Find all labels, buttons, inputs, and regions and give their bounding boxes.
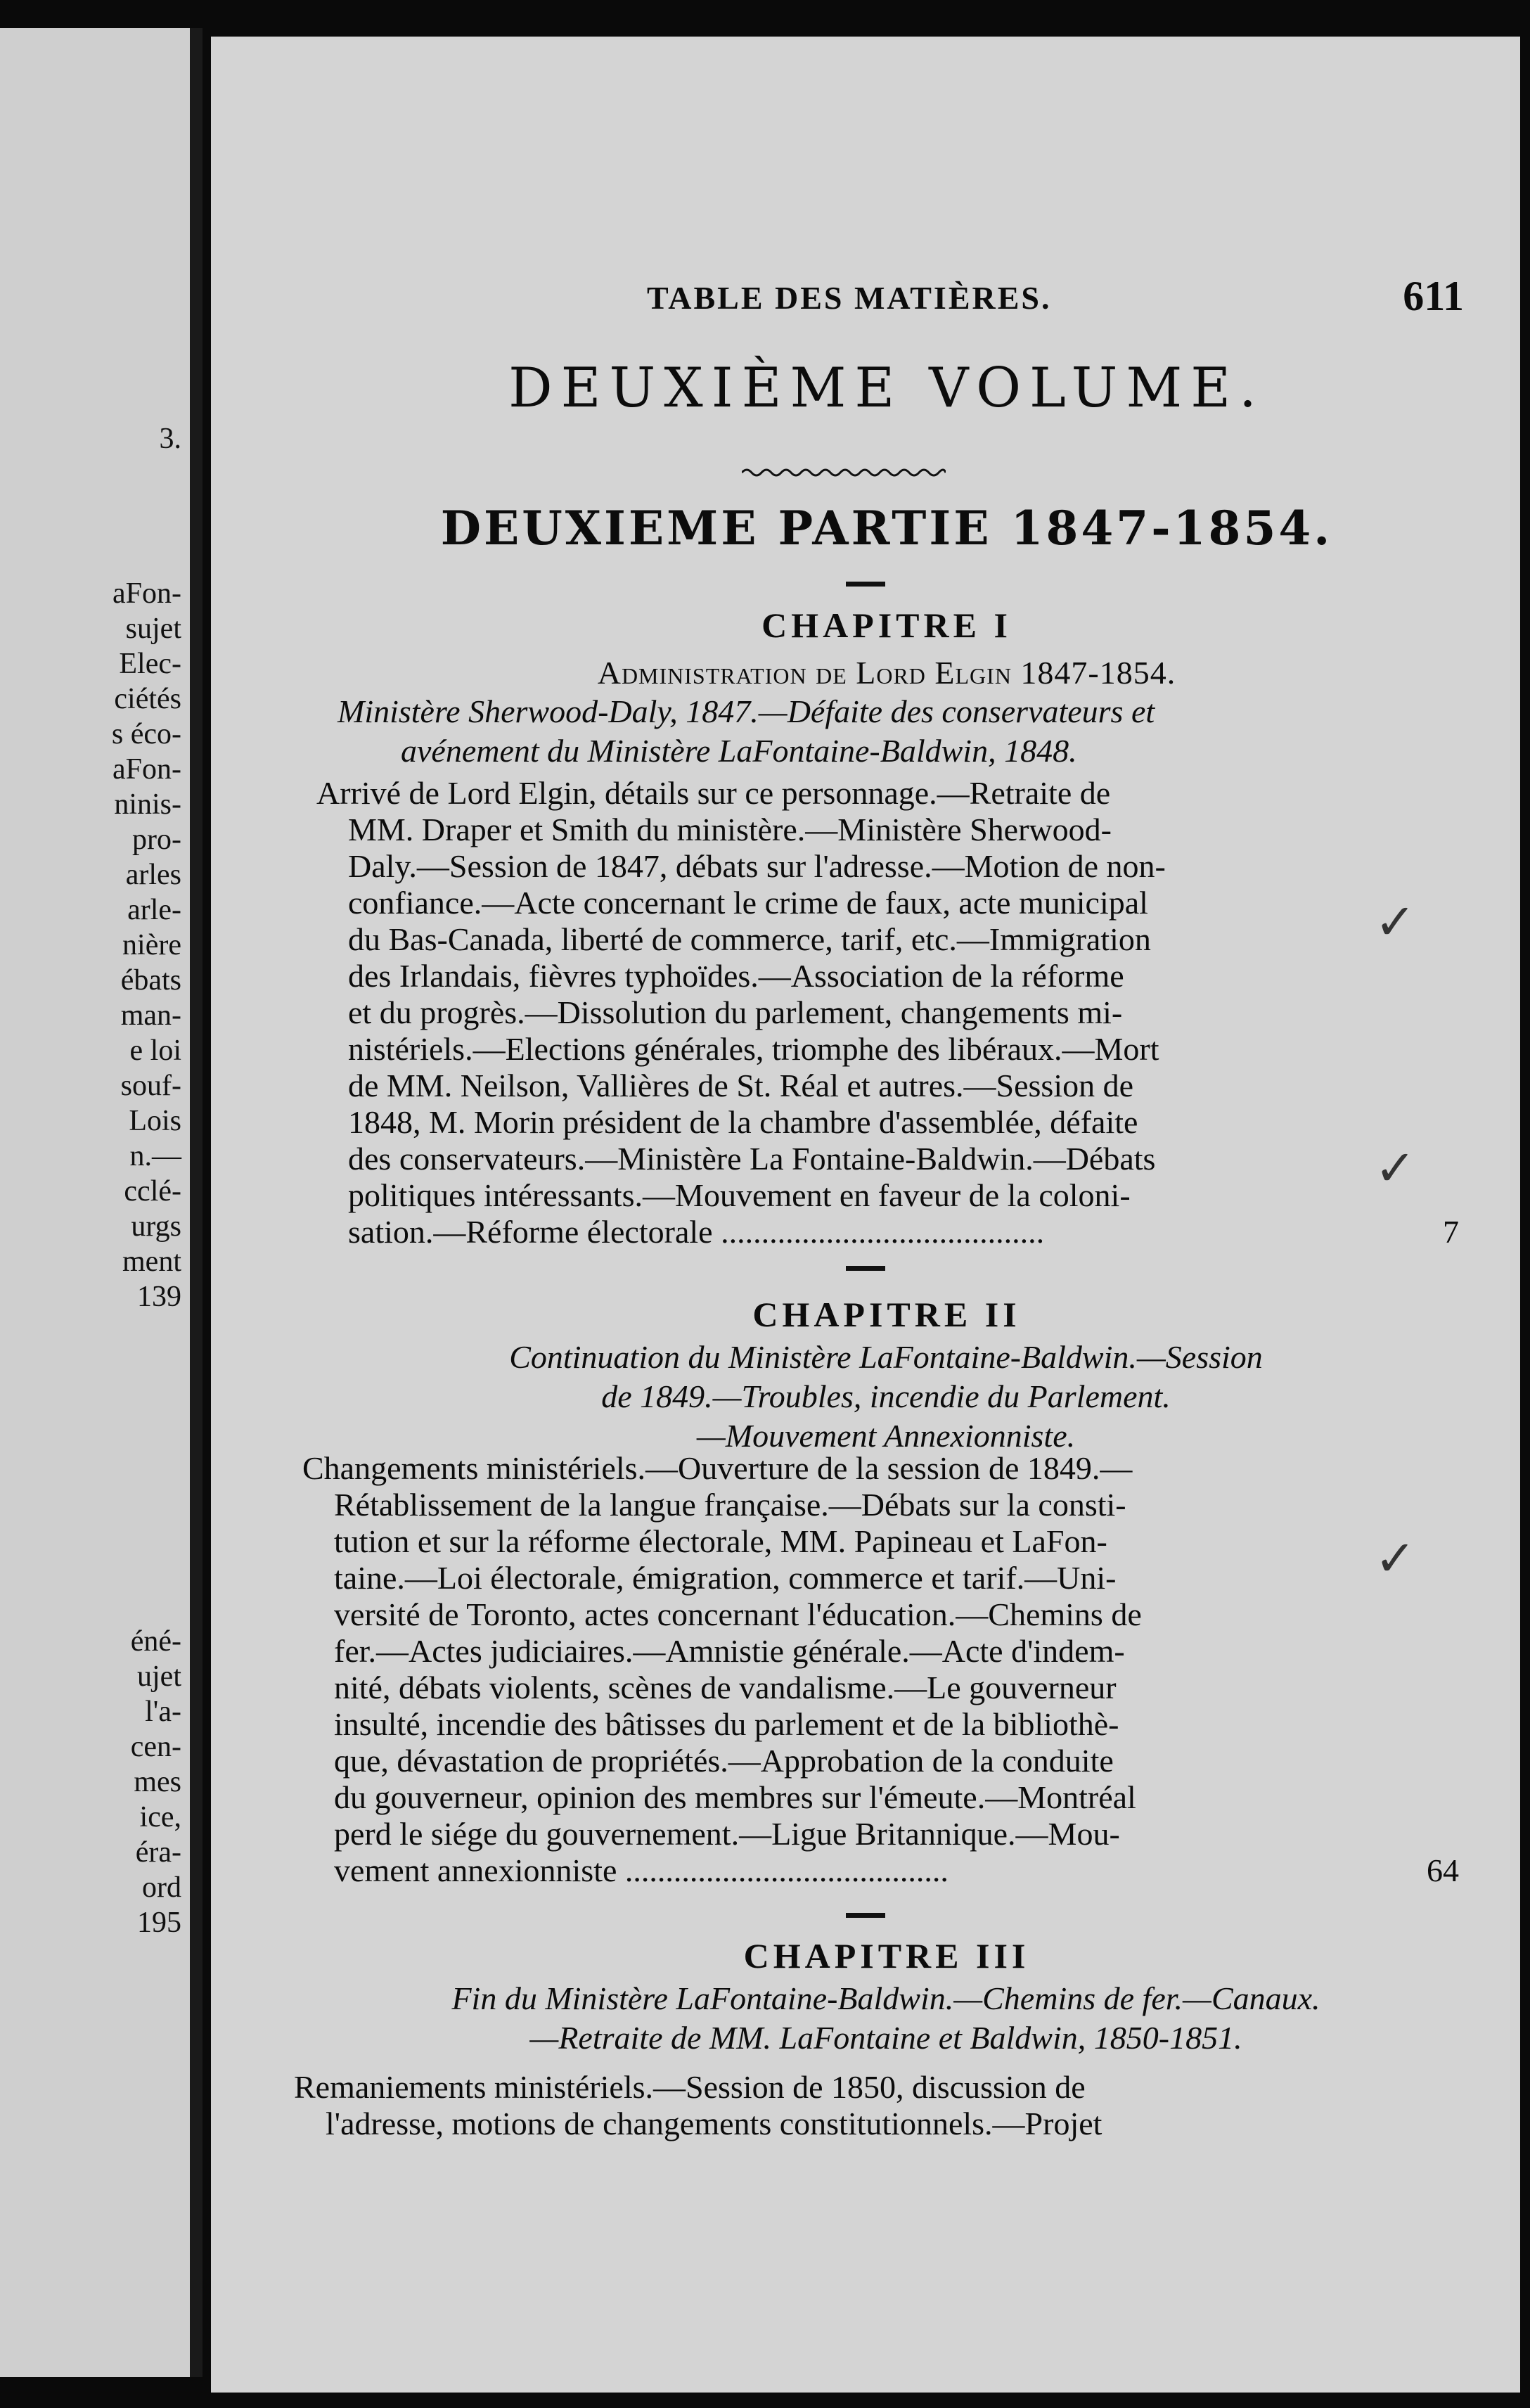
wavy-rule [742,466,946,480]
chapter-2-title-line: de 1849.—Troubles, incendie du Parlement. [601,1378,1171,1414]
chapter-separator [211,1913,1520,1919]
left-page-line: sujet [125,613,181,645]
summary-line: et du progrès.—Dissolution du parlement, changements mi- [348,994,1123,1030]
summary-line: MM. Draper et Smith du ministère.—Ministère Sherwood- [348,812,1112,847]
chapter-2-label: CHAPITRE II [752,1295,1021,1334]
left-page-line: ujet [137,1660,181,1693]
left-page-line: éra- [135,1836,181,1869]
left-page-line: Lois [129,1105,181,1137]
margin-check-mark: ✓ [1375,893,1416,951]
leader-dots: ........................................ [712,1214,1045,1250]
left-page-fragment [0,28,202,2377]
left-page-line: n.— [129,1140,181,1172]
chapter-1-title [338,692,1434,771]
left-page-line: éné- [130,1625,181,1658]
summary-line: du gouverneur, opinion des membres sur l'émeute.—Montréal [334,1779,1136,1815]
summary-line: de MM. Neilson, Vallières de St. Réal et autres.—Session de [348,1068,1134,1103]
summary-line [302,1852,1459,1889]
summary-line: Remaniements ministériels.—Session de 1850, discussion de [294,2069,1086,2105]
summary-line-text: vement annexionniste [334,1852,617,1888]
summary-line: que, dévastation de propriétés.—Approbation de la conduite [334,1743,1114,1779]
left-page-line: 195 [137,1907,181,1939]
summary-line: du Bas-Canada, liberté de commerce, tarif, etc.—Immigration [348,921,1151,957]
left-page-line: urgs [131,1210,181,1243]
book-page [211,37,1520,2393]
left-page-line: ciétés [114,683,181,715]
left-page-line: ébats [120,964,181,997]
chapter-1-title-line: Ministère Sherwood-Daly, 1847.—Défaite des conservateurs et [338,693,1155,729]
leader-dots: ........................................ [617,1852,949,1888]
left-page-line: man- [120,999,181,1032]
summary-line: des conservateurs.—Ministère La Fontaine-Baldwin.—Débats [348,1141,1156,1177]
left-page-line: e loi [129,1035,181,1067]
summary-line: taine.—Loi électorale, émigration, commerce et tarif.—Uni- [334,1560,1117,1596]
chapter-2-summary [302,1450,1459,1889]
left-page-line: s éco- [111,718,181,750]
left-page-line: aFon- [112,753,181,786]
left-page-line: nière [122,929,181,961]
summary-line: 1848, M. Morin président de la chambre d'assemblée, défaite [348,1104,1138,1140]
chapter-3-label: CHAPITRE III [743,1936,1030,1975]
chapter-3-summary [294,2069,1461,2142]
chapter-3-title-line: Fin du Ministère LaFontaine-Baldwin.—Chemins de fer.—Canaux. [451,1980,1320,2016]
left-page-line: arle- [127,894,181,926]
summary-line: Changements ministériels.—Ouverture de la session de 1849.— [302,1450,1133,1486]
chapter-2-title [338,1338,1434,1456]
volume-title: DEUXIÈME VOLUME. [508,357,1265,420]
left-page-line: cclé- [124,1175,181,1208]
summary-line: nité, débats violents, scènes de vandalisme.—Le gouverneur [334,1670,1117,1705]
left-page-line: souf- [120,1070,181,1102]
page-number: 611 [1403,273,1464,319]
chapter-2-title-line: —Mouvement Annexionniste. [696,1418,1076,1454]
left-page-line: pro- [132,824,181,856]
left-page-line: ment [122,1245,181,1278]
chapter-3-title-line: —Retraite de MM. LaFontaine et Baldwin, 1850-1851. [529,2020,1242,2056]
chapter-separator [211,582,1520,587]
chapter-1-title-line: avénement du Ministère LaFontaine-Baldwin, 1848. [401,733,1077,769]
chapter-separator [211,1266,1520,1272]
summary-line-text: sation.—Réforme électorale [348,1214,713,1250]
margin-check-mark: ✓ [1375,1139,1416,1197]
summary-line: confiance.—Acte concernant le crime de faux, acte municipal [348,885,1148,921]
page-header [647,273,1464,328]
summary-line: Arrivé de Lord Elgin, détails sur ce personnage.—Retraite de [316,775,1111,811]
chapter-page-number: 7 [1443,1214,1459,1250]
summary-line: des Irlandais, fièvres typhoïdes.—Association de la réforme [348,958,1124,994]
summary-line: Daly.—Session de 1847, débats sur l'adresse.—Motion de non- [348,848,1166,884]
margin-check-mark: ✓ [1375,1530,1416,1587]
summary-line: perd le siége du gouvernement.—Ligue Britannique.—Mou- [334,1816,1120,1852]
summary-line: insulté, incendie des bâtisses du parlement et de la bibliothè- [334,1706,1119,1742]
left-page-line: Elec- [119,648,181,680]
left-page-line: arles [125,859,181,891]
chapter-3-title [295,1979,1477,2058]
chapter-2-title-line: Continuation du Ministère LaFontaine-Baldwin.—Session [509,1339,1263,1375]
chapter-1-label: CHAPITRE I [761,606,1012,645]
running-title: TABLE DES MATIÈRES. [647,280,1052,316]
left-page-line: ice, [139,1801,181,1833]
summary-line: politiques intéressants.—Mouvement en faveur de la coloni- [348,1177,1131,1213]
summary-line: l'adresse, motions de changements constitutionnels.—Projet [326,2106,1102,2141]
chapter-1-subtitle: Administration de Lord Elgin 1847-1854. [597,655,1176,691]
left-page-line: l'a- [145,1696,181,1728]
left-page-line: 3. [159,423,181,455]
summary-line: fer.—Actes judiciaires.—Amnistie générale.—Acte d'indem- [334,1633,1125,1669]
chapter-1-summary [316,775,1459,1250]
summary-line: tution et sur la réforme électorale, MM. Papineau et LaFon- [334,1523,1107,1559]
left-page-line: cen- [130,1731,181,1763]
left-page-line: mes [134,1766,181,1798]
left-page-line: 139 [137,1281,181,1313]
left-page-line: ord [142,1871,181,1904]
part-title: DEUXIEME PARTIE 1847-1854. [440,501,1333,556]
left-page-line: aFon- [112,577,181,610]
chapter-page-number: 64 [1427,1852,1459,1888]
summary-line [316,1214,1459,1250]
summary-line: nistériels.—Elections générales, triomphe des libéraux.—Mort [348,1031,1159,1067]
left-page-line: ninis- [114,788,181,821]
summary-line: versité de Toronto, actes concernant l'éducation.—Chemins de [334,1596,1142,1632]
summary-line: Rétablissement de la langue française.—Débats sur la consti- [334,1487,1126,1523]
